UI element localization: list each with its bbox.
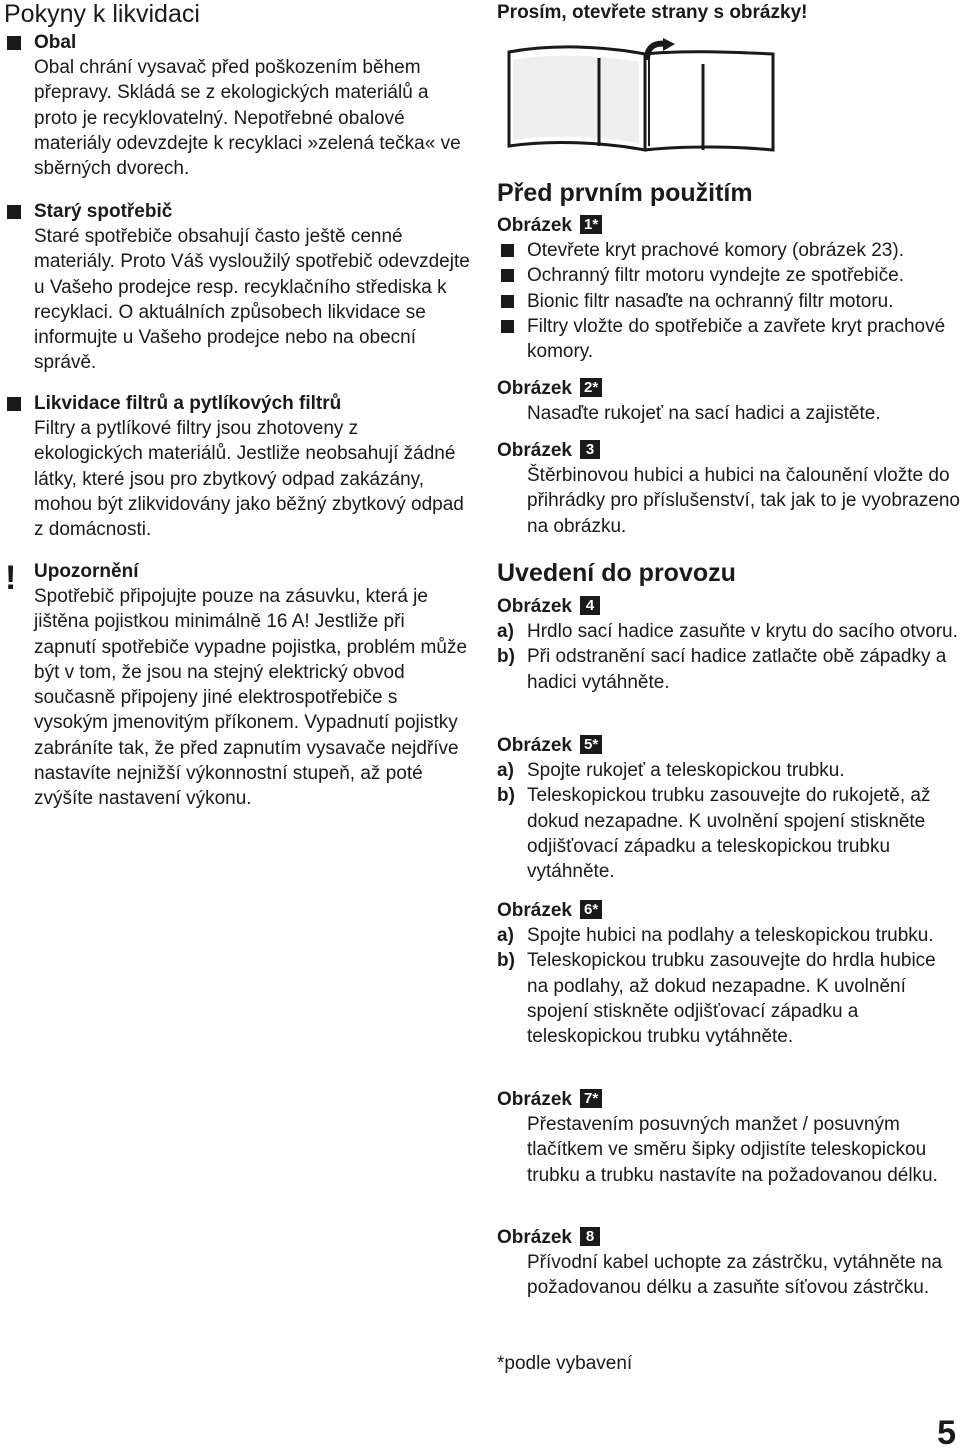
figure-label: Obrázek bbox=[497, 1227, 572, 1248]
figure-text: Nasaďte rukojeť na sací hadici a zajistěte. bbox=[527, 403, 881, 424]
figure-8-block bbox=[497, 1225, 960, 1301]
list-item: a) Spojte hubici na podlahy a teleskopickou trubku. bbox=[497, 925, 934, 946]
figure-3-block bbox=[497, 438, 960, 539]
section-packaging bbox=[0, 30, 470, 181]
list-item: b) Teleskopickou trubku zasouvejte do hrdla hubice na podlahy, až dokud nezapadne. K uvolnění spojení stiskněte odjišťovací západku a teleskopickou trubku vytáhněte. bbox=[497, 950, 936, 1048]
figure-label: Obrázek bbox=[497, 440, 572, 461]
figure-label: Obrázek bbox=[497, 900, 572, 921]
section-text: Obal chrání vysavač před poškozením během přepravy. Skládá se z ekologických materiálů a proto je recyklovatelný. Nepotřebné obalové materiály odevzdejte k recyklaci »zelená tečka« ve sběrných dvorech. bbox=[34, 57, 461, 180]
figure-text: Přestavením posuvných manžet / posuvným tlačítkem ve směru šipky odjistíte teleskopickou trubku a trubku nastavíte na požadovanou délku. bbox=[527, 1114, 938, 1186]
figure-badge: 8 bbox=[580, 1227, 600, 1246]
warning-section bbox=[0, 559, 470, 812]
exclamation-icon: ! bbox=[5, 559, 17, 597]
section-heading: Likvidace filtrů a pytlíkových filtrů bbox=[34, 393, 342, 414]
figure-badge: 3 bbox=[580, 440, 600, 459]
list-item: b) Teleskopickou trubku zasouvejte do rukojetě, až dokud nezapadne. K uvolnění spojení stiskněte odjišťovací západku a teleskopickou trubku vytáhněte. bbox=[497, 785, 931, 883]
figure-badge: 4 bbox=[580, 596, 600, 615]
section-text: Staré spotřebiče obsahují často ještě cenné materiály. Proto Váš vysloužilý spotřebič odevzdejte u Vašeho prodejce resp. recyklačního střediska k recyklaci. O aktuálních způsobech likvidace se informujte u Vašeho prodejce nebo na obecní správě. bbox=[34, 226, 470, 374]
section-text: Filtry a pytlíkové filtry jsou zhotoveny z ekologických materiálů. Jestliže neobsahují žádné látky, které jsou pro zbytkový odpad zakázány, mohou být zlikvidovány jako běžný zbytkový odpad z domácnosti. bbox=[34, 418, 464, 541]
list-item: a) Hrdlo sací hadice zasuňte v krytu do sacího otvoru. bbox=[497, 621, 958, 642]
section-heading: Starý spotřebič bbox=[34, 201, 173, 222]
figure-badge: 1* bbox=[580, 215, 602, 234]
figure-badge: 7* bbox=[580, 1089, 602, 1108]
section-title-operation: Uvedení do provozu bbox=[497, 559, 736, 587]
figure-label: Obrázek bbox=[497, 596, 572, 617]
warning-heading: Upozornění bbox=[34, 561, 139, 582]
section-old-appliance bbox=[0, 199, 470, 376]
list-item: Filtry vložte do spotřebiče a zavřete kryt prachové komory. bbox=[497, 314, 960, 365]
list-item: Bionic filtr nasaďte na ochranný filtr motoru. bbox=[497, 289, 960, 314]
figure-7-block bbox=[497, 1087, 960, 1188]
figure-text: Štěrbinovou hubici a hubici na čalounění vložte do přihrádky pro příslušenství, tak jak to je vyobrazeno na obrázku. bbox=[527, 465, 960, 537]
figure-badge: 5* bbox=[580, 735, 602, 754]
list-item: Ochranný filtr motoru vyndejte ze spotřebiče. bbox=[497, 263, 960, 288]
square-bullet-icon bbox=[7, 397, 21, 411]
square-bullet-icon bbox=[7, 205, 21, 219]
square-bullet-icon bbox=[501, 244, 514, 257]
page-title: Pokyny k likvidaci bbox=[4, 0, 200, 28]
list-item: a) Spojte rukojeť a teleskopickou trubku. bbox=[497, 760, 845, 781]
square-bullet-icon bbox=[7, 36, 21, 50]
square-bullet-icon bbox=[501, 295, 514, 308]
figure-label: Obrázek bbox=[497, 735, 572, 756]
figure-text: Přívodní kabel uchopte za zástrčku, vytáhněte na požadovanou délku a zasuňte síťovou zástrčku. bbox=[527, 1252, 943, 1299]
warning-text: Spotřebič připojujte pouze na zásuvku, která je jištěna pojistkou minimálně 16 A! Jestliže při zapnutí spotřebiče vypadne pojistka, problém může být v tom, že jsou na stejný elektrický obvod současně připojeny jiné elektrospotřebiče s vysokým jmenovitým příkonem. Vypadnutí pojistky zabráníte tak, že před zapnutím vysavače nejdříve nastavíte nejnižší výkonnostní stupeň, až poté zvýšíte nastavení výkonu. bbox=[34, 586, 468, 810]
figure-6-block bbox=[497, 898, 960, 1049]
square-bullet-icon bbox=[501, 269, 514, 282]
footnote: *podle vybavení bbox=[497, 1353, 633, 1374]
section-title-first-use: Před prvním použitím bbox=[497, 179, 753, 207]
section-filter-disposal bbox=[0, 391, 470, 542]
figure-label: Obrázek bbox=[497, 215, 572, 236]
list-item: Otevřete kryt prachové komory (obrázek 23). bbox=[497, 238, 960, 263]
figure-label: Obrázek bbox=[497, 378, 572, 399]
square-bullet-icon bbox=[501, 320, 514, 333]
figure-badge: 2* bbox=[580, 378, 602, 397]
list-item: b) Při odstranění sací hadice zatlačte obě západky a hadici vytáhněte. bbox=[497, 646, 947, 693]
figure-2-block bbox=[497, 376, 960, 426]
page-number: 5 bbox=[937, 1414, 956, 1452]
open-pages-instruction: Prosím, otevřete strany s obrázky! bbox=[497, 2, 808, 23]
figure-badge: 6* bbox=[580, 900, 602, 919]
section-heading: Obal bbox=[34, 32, 77, 53]
figure-4-block bbox=[497, 594, 960, 695]
open-book-icon bbox=[507, 38, 787, 153]
figure-1-block bbox=[497, 213, 960, 364]
figure-label: Obrázek bbox=[497, 1089, 572, 1110]
figure-5-block bbox=[497, 733, 960, 884]
